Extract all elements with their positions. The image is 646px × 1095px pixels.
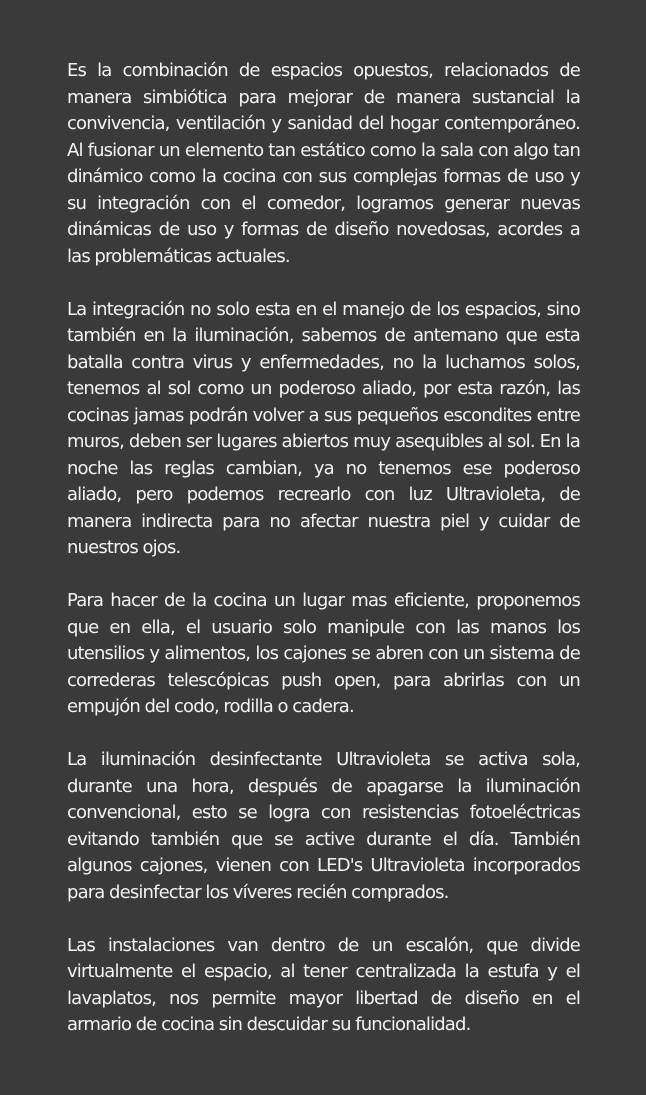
paragraph-efficiency: Para hacer de la cocina un lugar mas eficiente, proponemos que en ella, el usuario solo manipule con las manos los utensilios y alimentos, los cajones se abren con un sistema de correderas telescópicas push open, para abrirlas con un empujón del codo, rodilla o cadera. [67,590,580,717]
paragraph-uv-disinfection: La iluminación desinfectante Ultravioleta se activa sola, durante una hora, después de apagarse la iluminación convencional, esto se logra con resistencias fotoeléctricas evitando también que se active durante el día. También algunos cajones, vienen con LED's Ultravioleta incorporados para desinfectar los víveres recién comprados. [67,749,580,903]
paragraph-installations: Las instalaciones van dentro de un escalón, que divide virtualmente el espacio, al tener centralizada la estufa y el lavaplatos, nos permite mayor libertad de diseño en el armario de cocina sin descuidar su funcionalidad. [67,934,580,1035]
article-body [67,58,580,1039]
paragraph-lighting: La integración no solo esta en el manejo de los espacios, sino también en la iluminación, sabemos de antemano que esta batalla contra virus y enfermedades, no la luchamos solos, tenemos al sol como un poderoso aliado, por esta razón, las cocinas jamas podrán volver a sus pequeños escondites entre muros, deben ser lugares abiertos muy asequibles al sol. En la noche las reglas cambian, ya no tenemos ese poderoso aliado, pero podemos recrearlo con luz Ultravioleta, de manera indirecta para no afectar nuestra piel y cuidar de nuestros ojos. [67,298,580,558]
paragraph-intro: Es la combinación de espacios opuestos, relacionados de manera simbiótica para mejorar de manera sustancial la convivencia, ventilación y sanidad del hogar contemporáneo. Al fusionar un elemento tan estático como la sala con algo tan dinámico como la cocina con sus complejas formas de uso y su integración con el comedor, logramos generar nuevas dinámicas de uso y formas de diseño novedosas, acordes a las problemáticas actuales. [67,60,580,267]
